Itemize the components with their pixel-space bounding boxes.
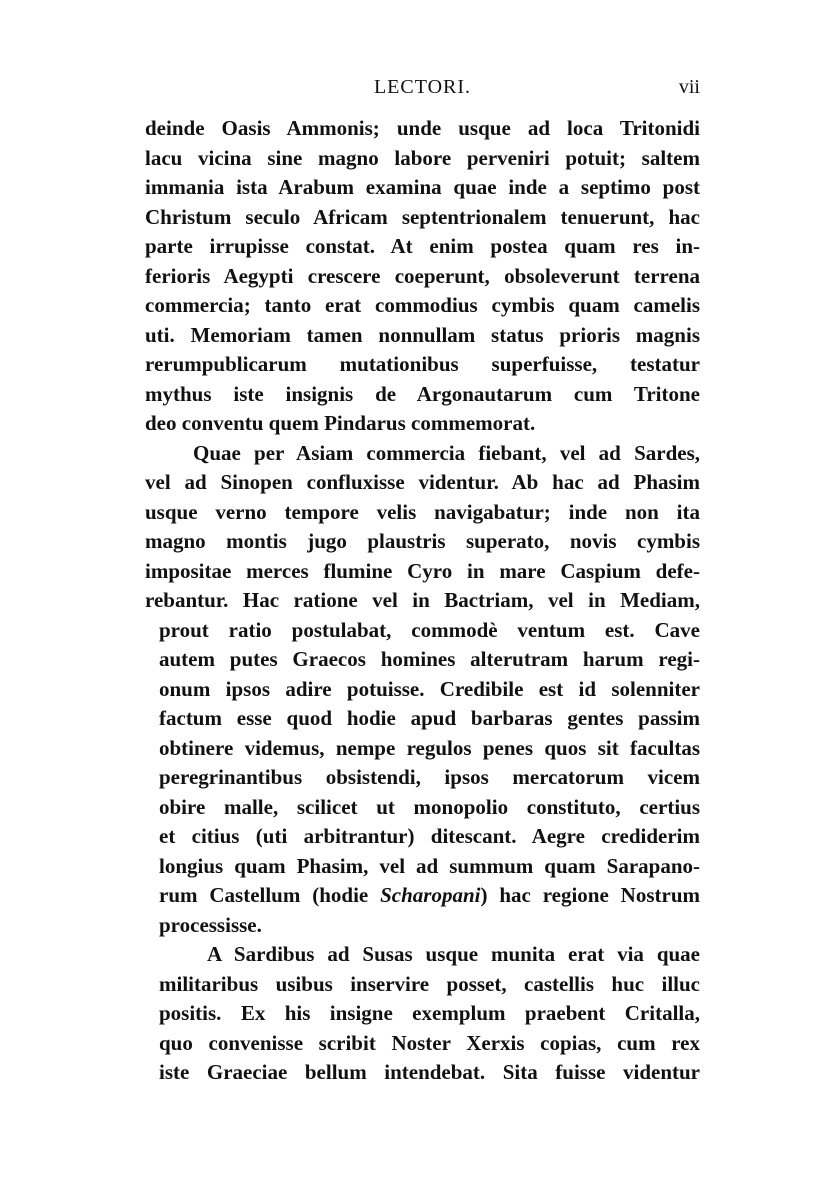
running-title: LECTORI. (373, 76, 472, 98)
text-line: usque verno tempore velis navigabatur; inde non ita (145, 499, 700, 524)
text-line: obtinere videmus, nempe regulos penes quos sit facultas (159, 735, 700, 760)
text-line: Christum seculo Africam septentrionalem tenuerunt, hac (145, 204, 700, 229)
paragraph-start-line: A Sardibus ad Susas usque munita erat via quae (207, 942, 700, 966)
page-number: vii (678, 76, 700, 98)
text-line: immania ista Arabum examina quae inde a septimo post (145, 175, 700, 199)
text-line: commercia; tanto erat commodius cymbis quam camelis (145, 293, 700, 317)
text-line: ferioris Aegypti crescere coeperunt, obsoleverunt terrena (145, 263, 700, 288)
text-line: rebantur. Hac ratione vel in Bactriam, vel in Mediam, (145, 588, 700, 612)
text-line: mythus iste insignis de Argonautarum cum Tritone (145, 381, 700, 406)
text-line: uti. Memoriam tamen nonnullam status prioris magnis (145, 322, 700, 347)
text-line: positis. Ex his insigne exemplum praebent Critalla, (159, 1001, 700, 1025)
text-line: peregrinantibus obsistendi, ipsos mercatorum vicem (159, 765, 700, 789)
text-line: militaribus usibus inservire posset, castellis huc illuc (159, 971, 700, 996)
text-line: rerumpublicarum mutationibus superfuisse, testatur (145, 352, 700, 376)
text-line: obire malle, scilicet ut monopolio constituto, certius (159, 794, 700, 819)
body-text (145, 114, 700, 1088)
text-line: vel ad Sinopen confluxisse videntur. Ab hac ad Phasim (145, 470, 700, 494)
running-head (145, 76, 700, 106)
italic-word: Scharopani (380, 883, 481, 907)
text-line: impositae merces flumine Cyro in mare Caspium defe- (145, 558, 700, 583)
text-line: et citius (uti arbitrantur) ditescant. Aegre crediderim (159, 824, 700, 848)
paragraph-start-line: Quae per Asiam commercia fiebant, vel ad Sardes, (193, 440, 700, 465)
text-line: deo conventu quem Pindarus commemorat. (145, 411, 536, 435)
text-line: onum ipsos adire potuisse. Credibile est id solenniter (159, 676, 700, 701)
text-line: prout ratio postulabat, commodè ventum est. Cave (159, 617, 700, 642)
text-fragment: rum Castellum (hodie (159, 883, 369, 907)
text-line: autem putes Graecos homines alterutram harum regi- (159, 647, 700, 671)
text-line-with-italic (145, 881, 700, 911)
text-line: parte irrupisse constat. At enim postea quam res in- (145, 234, 700, 258)
text-line: processisse. (159, 912, 262, 937)
text-line: longius quam Phasim, vel ad summum quam Sarapano- (159, 853, 700, 878)
text-line: iste Graeciae bellum intendebat. Sita fuisse videntur (159, 1060, 700, 1084)
text-line: factum esse quod hodie apud barbaras gentes passim (159, 706, 700, 730)
text-fragment: ) hac regione Nostrum (480, 883, 700, 907)
text-line: magno montis jugo plaustris superato, novis cymbis (145, 529, 700, 553)
text-line: deinde Oasis Ammonis; unde usque ad loca Tritonidi (145, 116, 700, 140)
text-line: lacu vicina sine magno labore perveniri potuit; saltem (145, 145, 700, 170)
text-line: quo convenisse scribit Noster Xerxis copias, cum rex (159, 1030, 700, 1055)
